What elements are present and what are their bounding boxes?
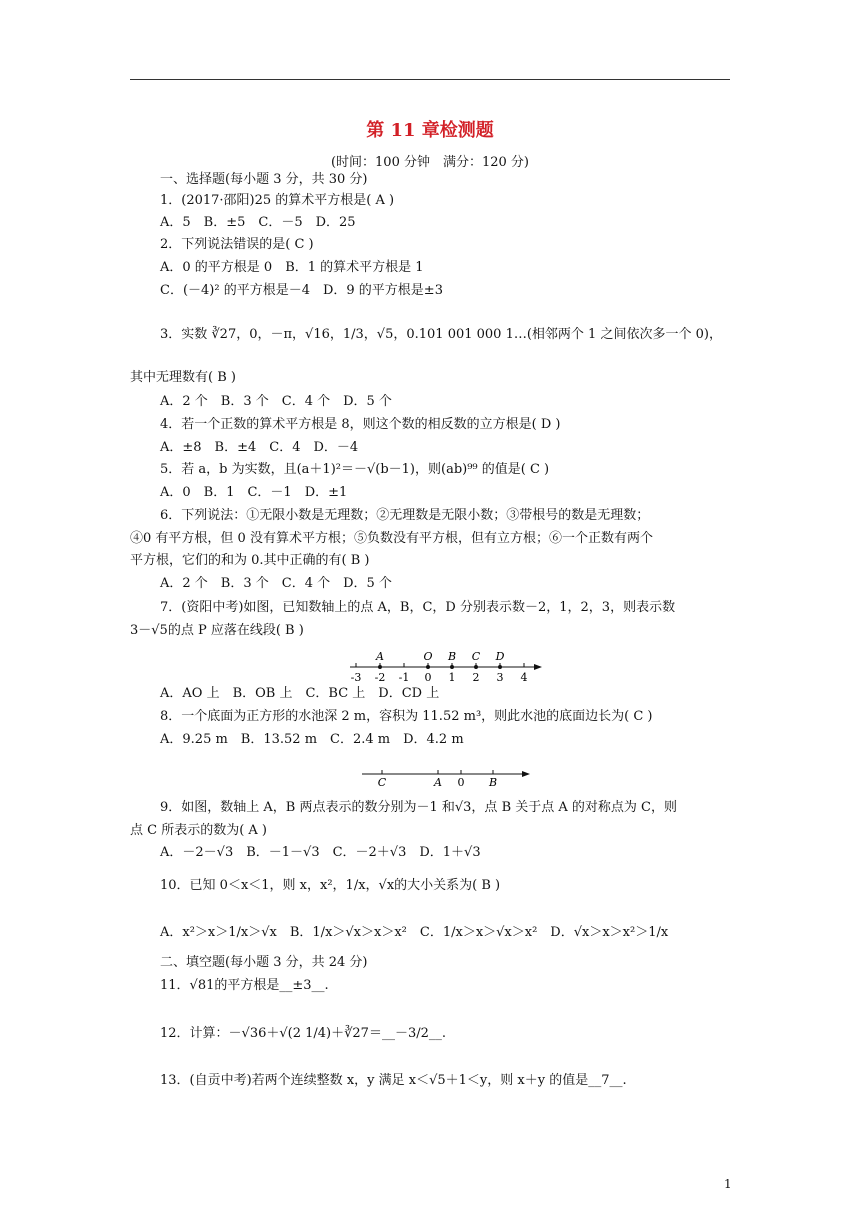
line-q10o: A．x²＞x＞1/x＞√x B．1/x＞√x＞x＞x² C．1/x＞x＞√x＞x² D．√x＞x＞x²＞1/x — [160, 925, 669, 940]
point-dot — [474, 665, 478, 669]
line-q9o: A．－2－√3 B．－1－√3 C．－2＋√3 D．1＋√3 — [160, 845, 481, 860]
point-label: C — [377, 776, 387, 788]
point-label: D — [495, 650, 505, 663]
line-q10: 10．已知 0＜x＜1，则 x，x²，1/x，√x的大小关系为( B ) — [160, 878, 501, 893]
tick-label: -1 — [398, 671, 410, 684]
page-subtitle: (时间：100 分钟 满分：120 分) — [330, 155, 530, 170]
point-dot — [450, 665, 454, 669]
header-rule — [130, 79, 730, 80]
point-label: A — [376, 650, 384, 663]
line-q8: 8．一个底面为正方形的水池深 2 m，容积为 11.52 m³，则此水池的底面边长为( C ) — [160, 709, 653, 724]
line-q13: 13．(自贡中考)若两个连续整数 x，y 满足 x＜√5＋1＜y，则 x＋y 的值是__7__. — [160, 1073, 627, 1088]
page-title: 第 11 章检测题 — [366, 120, 494, 141]
tick-label: -2 — [374, 671, 386, 684]
line-q3o: A．2 个 B．3 个 C．4 个 D．5 个 — [160, 394, 392, 409]
line-q1: 1．(2017·邵阳)25 的算术平方根是( A ) — [160, 193, 395, 208]
line-q6c: 平方根，它们的和为 0.其中正确的有( B ) — [130, 553, 370, 568]
line-q9b: 点 C 所表示的数为( A ) — [130, 823, 268, 838]
line-q2o1: A．0 的平方根是 0 B．1 的算术平方根是 1 — [160, 260, 424, 275]
tick-label: 0 — [424, 671, 432, 684]
line-q7a: 7．(资阳中考)如图，已知数轴上的点 A，B，C，D 分别表示数－2，1，2，3，则表示数 — [160, 600, 676, 615]
point-label: A — [434, 776, 442, 788]
line-sec2: 二、填空题(每小题 3 分，共 24 分) — [160, 955, 368, 970]
line-q9a: 9．如图，数轴上 A，B 两点表示的数分别为－1 和√3，点 B 关于点 A 的对称点为 C，则 — [160, 800, 677, 815]
line-q4o: A．±8 B．±4 C．4 D．－4 — [160, 440, 359, 455]
tick-label: 3 — [496, 671, 504, 684]
line-q8o: A．9.25 m B．13.52 m C．2.4 m D．4.2 m — [160, 732, 464, 747]
number-line-figure-1 — [348, 650, 548, 686]
line-q11: 11．√81的平方根是__±3__. — [160, 978, 329, 993]
line-q1o: A．5 B．±5 C．－5 D．25 — [160, 215, 356, 230]
line-q3b: 其中无理数有( B ) — [130, 370, 236, 385]
point-label: B — [447, 650, 457, 663]
line-q5: 5．若 a，b 为实数，且(a＋1)²＝－√(b－1)，则(ab)⁹⁹ 的值是( C ) — [160, 462, 550, 477]
point-dot — [498, 665, 502, 669]
line-q3: 3．实数 ∛27，0，－π，√16，1/3，√5，0.101 001 000 1…(相邻两个 1 之间依次多一个 0)， — [160, 327, 722, 342]
line-q7o: A．AO 上 B．OB 上 C．BC 上 D．CD 上 — [160, 686, 440, 701]
line-q2o2: C．(－4)² 的平方根是－4 D．9 的平方根是±3 — [160, 283, 443, 298]
tick-label: -3 — [350, 671, 362, 684]
tick-label: 4 — [520, 671, 528, 684]
line-sec1: 一、选择题(每小题 3 分，共 30 分) — [160, 172, 368, 187]
line-q4: 4．若一个正数的算术平方根是 8，则这个数的相反数的立方根是( D ) — [160, 417, 561, 432]
axis-arrow — [534, 664, 542, 670]
line-q12: 12．计算：－√36＋√(2 1/4)＋∛27＝__－3/2__. — [160, 1026, 447, 1041]
line-q6b: ④0 有平方根，但 0 没有算术平方根；⑤负数没有平方根，但有立方根；⑥一个正数有两个 — [130, 531, 653, 546]
point-dot — [378, 665, 382, 669]
page-number: 1 — [724, 1177, 732, 1191]
point-label: C — [471, 650, 481, 663]
point-label: 0 — [457, 776, 465, 788]
line-q6a: 6．下列说法：①无限小数是无理数；②无理数是无限小数；③带根号的数是无理数； — [160, 508, 650, 523]
tick-label: 2 — [472, 671, 480, 684]
line-q6o: A．2 个 B．3 个 C．4 个 D．5 个 — [160, 576, 392, 591]
point-dot — [426, 665, 430, 669]
line-q7b: 3－√5的点 P 应落在线段( B ) — [130, 623, 304, 638]
line-q2: 2．下列说法错误的是( C ) — [160, 237, 314, 252]
line-q5o: A．0 B．1 C．－1 D．±1 — [160, 485, 348, 500]
number-line-figure-2 — [360, 764, 540, 788]
point-label: B — [488, 776, 498, 788]
axis-arrow — [522, 771, 530, 777]
point-label: O — [423, 650, 433, 663]
tick-label: 1 — [448, 671, 456, 684]
